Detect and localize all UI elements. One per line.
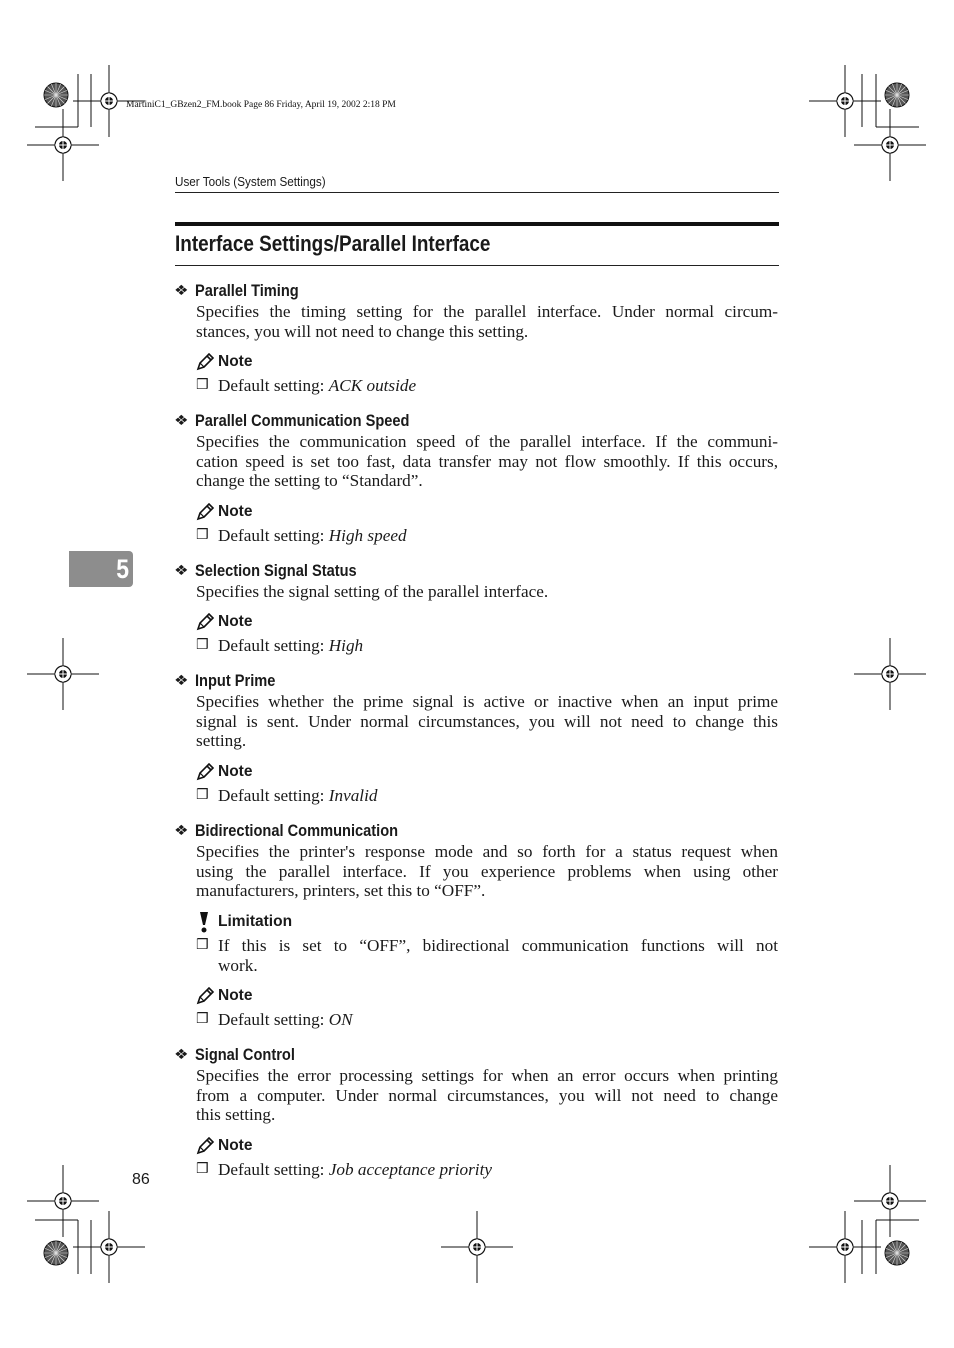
text-line: Specifies whether the prime signal is active or inactive when an input prime (196, 692, 778, 711)
diamond-bullet-icon: ❖ (173, 823, 189, 839)
section-heading-text: Selection Signal Status (194, 561, 357, 580)
default-setting-item (196, 526, 778, 546)
default-label: Default setting: (218, 636, 329, 655)
section-description (196, 432, 778, 491)
checkbox-bullet-icon: ❒ (196, 527, 209, 543)
text-line: Specifies the communication speed of the parallel interface. If the communi- (196, 432, 778, 451)
text-line: Specifies the error processing settings for when an error occurs when printing (196, 1066, 778, 1085)
note-label: Note (218, 987, 253, 1004)
section-heading-text: Parallel Communication Speed (194, 411, 410, 430)
text-line: using the parallel interface. If you experience problems when using other (196, 861, 778, 881)
section-description (196, 302, 778, 341)
chapter-tab (69, 551, 133, 587)
pencil-icon (196, 763, 215, 781)
note-heading (196, 763, 252, 781)
default-value: High speed (328, 526, 407, 545)
text-line: stances, you will not need to change this setting. (196, 321, 529, 341)
corner-mark-top-left (27, 65, 145, 181)
running-header: User Tools (System Settings) (175, 174, 326, 189)
diamond-bullet-icon: ❖ (173, 563, 189, 579)
text-line: change the setting to “Standard”. (196, 471, 423, 491)
default-setting-item (196, 786, 778, 806)
checkbox-bullet-icon: ❒ (196, 937, 209, 953)
section-heading (175, 1045, 311, 1065)
diamond-bullet-icon: ❖ (173, 673, 189, 689)
corner-mark-top-right (809, 65, 926, 181)
text-line: work. (218, 955, 258, 975)
default-label: Default setting: (218, 526, 329, 545)
note-label: Note (218, 1137, 253, 1154)
section-description (196, 1066, 778, 1125)
section-heading (175, 821, 431, 841)
page-number: 86 (132, 1171, 150, 1188)
section-description (196, 842, 778, 901)
page-title: Interface Settings/Parallel Interface (175, 231, 491, 256)
section-heading (175, 411, 444, 431)
note-heading (196, 987, 252, 1005)
section-heading-text: Input Prime (194, 671, 275, 690)
title-rule-bottom (175, 265, 779, 266)
default-value: Job acceptance priority (328, 1160, 492, 1179)
note-heading (196, 353, 252, 371)
checkbox-bullet-icon: ❒ (196, 377, 209, 393)
default-setting-item (196, 376, 778, 396)
mid-mark-left (27, 638, 99, 710)
default-label: Default setting: (218, 376, 329, 395)
note-heading (196, 1137, 252, 1155)
header-rule (175, 192, 779, 193)
bottom-center-mark (441, 1211, 513, 1283)
section-heading (175, 281, 315, 301)
note-heading (196, 503, 252, 521)
default-value: ACK outside (328, 376, 417, 395)
default-label: Default setting: (218, 1010, 329, 1029)
checkbox-bullet-icon: ❒ (196, 1011, 209, 1027)
limitation-item (196, 936, 778, 975)
default-setting-item (196, 1160, 778, 1180)
pencil-icon (196, 503, 215, 521)
text-line: this setting. (196, 1105, 276, 1125)
note-heading (196, 613, 252, 631)
checkbox-bullet-icon: ❒ (196, 787, 209, 803)
section-heading-text: Signal Control (194, 1045, 295, 1064)
text-line: If this is set to “OFF”, bidirectional communication functions will not (218, 936, 778, 955)
corner-mark-bottom-left (27, 1165, 145, 1283)
text-line: setting. (196, 731, 247, 751)
section-heading (175, 561, 383, 581)
section-heading-text: Parallel Timing (194, 281, 299, 300)
checkbox-bullet-icon: ❒ (196, 1161, 209, 1177)
limitation-heading (196, 911, 292, 933)
note-label: Note (218, 763, 253, 780)
section-description (196, 582, 778, 602)
exclamation-icon (196, 911, 215, 933)
default-value: Invalid (328, 786, 378, 805)
file-info: MartiniC1_GBzen2_FM.book Page 86 Friday, April 19, 2002 2:18 PM (126, 100, 396, 110)
text-line: Specifies the signal setting of the parallel interface. (196, 582, 549, 601)
text-line: Specifies the printer's response mode and so forth for a status request when (196, 842, 778, 861)
default-label: Default setting: (218, 1160, 329, 1179)
mid-mark-right (854, 638, 926, 710)
section-heading (175, 671, 288, 691)
text-line: manufacturers, printers, set this to “OFF”. (196, 881, 486, 901)
limitation-label: Limitation (218, 913, 293, 930)
default-label: Default setting: (218, 786, 329, 805)
pencil-icon (196, 987, 215, 1005)
title-rule-top (175, 222, 779, 226)
default-value: High (328, 636, 364, 655)
text-line: signal is sent. Under normal circumstances, you will not need to change this (196, 711, 778, 731)
default-setting-item (196, 636, 778, 656)
note-label: Note (218, 353, 253, 370)
pencil-icon (196, 353, 215, 371)
diamond-bullet-icon: ❖ (173, 283, 189, 299)
checkbox-bullet-icon: ❒ (196, 637, 209, 653)
section-heading-text: Bidirectional Communication (194, 821, 398, 840)
diamond-bullet-icon: ❖ (173, 1047, 189, 1063)
corner-mark-bottom-right (809, 1165, 926, 1283)
note-label: Note (218, 613, 253, 630)
section-description (196, 692, 778, 751)
text-line: Specifies the timing setting for the parallel interface. Under normal circum- (196, 302, 778, 321)
pencil-icon (196, 613, 215, 631)
note-label: Note (218, 503, 253, 520)
default-value: ON (328, 1010, 353, 1029)
diamond-bullet-icon: ❖ (173, 413, 189, 429)
default-setting-item (196, 1010, 778, 1030)
text-line: cation speed is set too fast, data transfer may not flow smoothly. If this occurs, (196, 451, 778, 471)
text-line: from a computer. Under normal circumstances, you will not need to change (196, 1085, 778, 1105)
pencil-icon (196, 1137, 215, 1155)
chapter-number: 5 (116, 554, 129, 584)
